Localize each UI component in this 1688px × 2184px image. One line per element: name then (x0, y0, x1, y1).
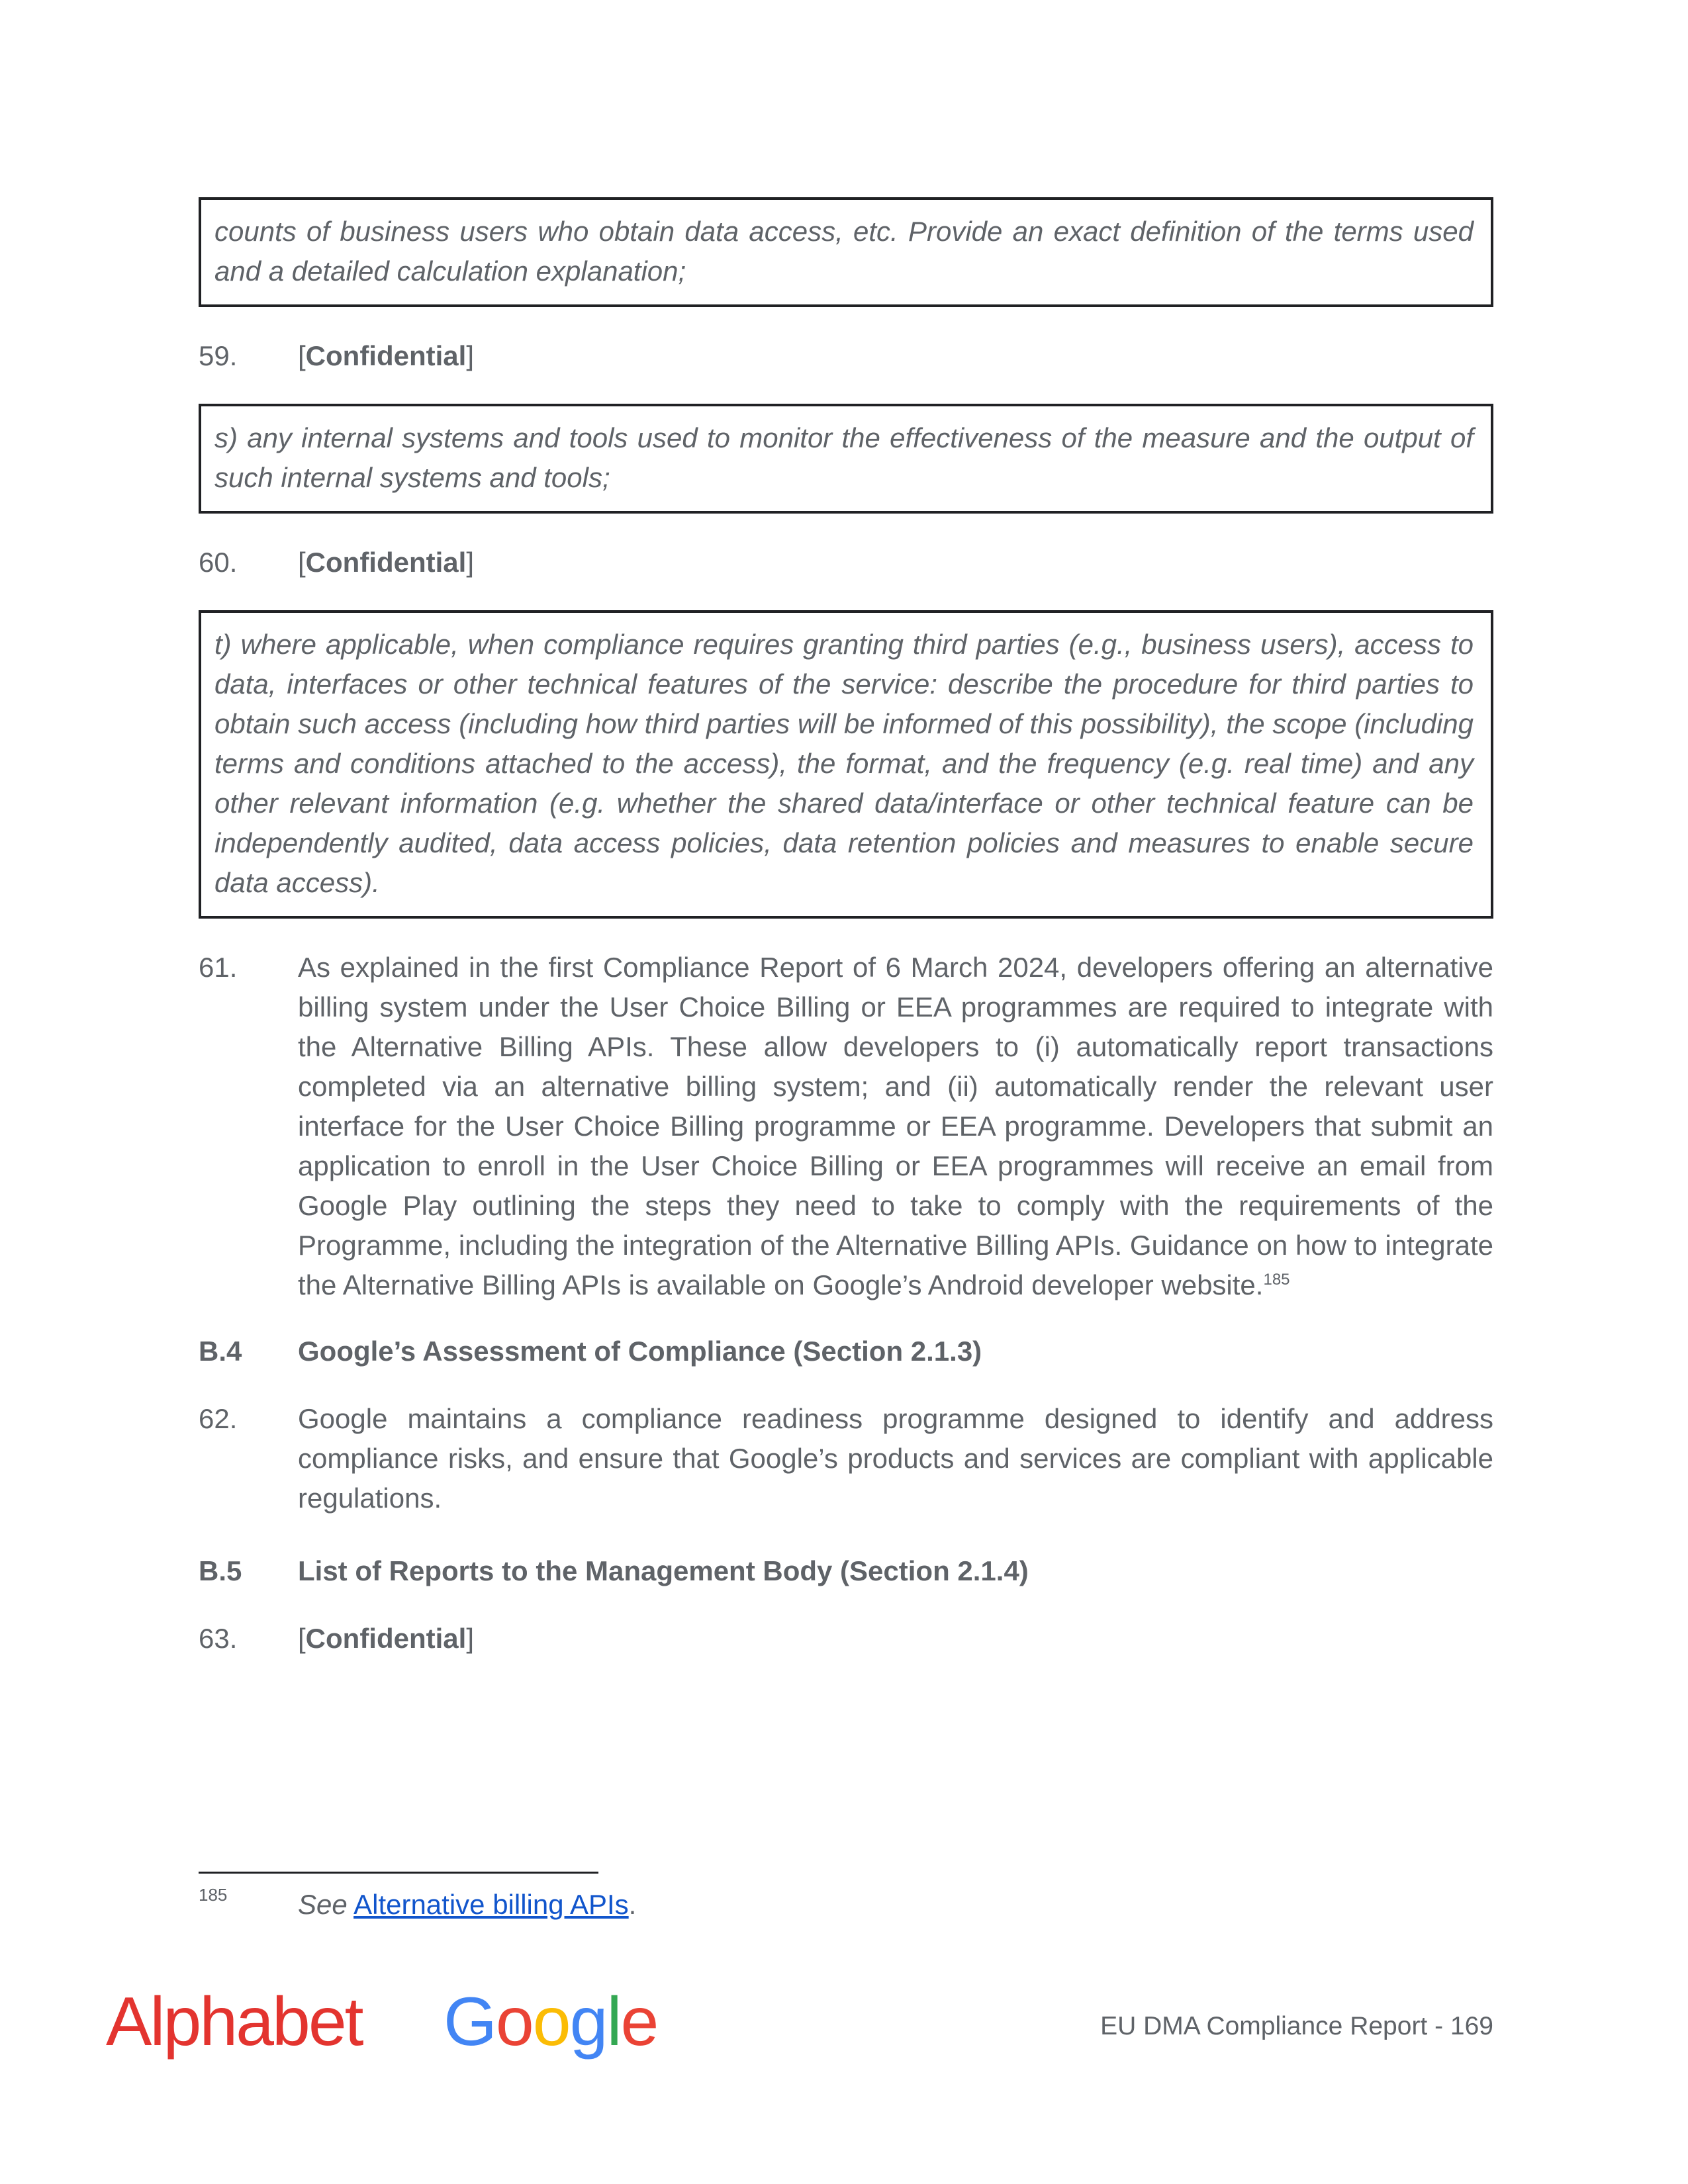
quoted-request-text: s) any internal systems and tools used to monitor the effectiveness of the measure and the output of such internal systems and tools; (214, 422, 1474, 493)
confidential-placeholder: [Confidential] (298, 547, 474, 578)
section-number: B.4 (199, 1336, 242, 1367)
footnote-text: See Alternative billing APIs. (298, 1889, 637, 1920)
footnote-divider (199, 1872, 598, 1874)
google-logo: Google (444, 1983, 658, 2060)
paragraph-number: 62. (199, 1403, 238, 1434)
confidential-placeholder: [Confidential] (298, 1623, 474, 1654)
footnote-number: 185 (199, 1885, 228, 1905)
section-title: List of Reports to the Management Body (Section 2.1.4) (298, 1555, 1029, 1586)
paragraph-number: 59. (199, 340, 238, 371)
section-title: Google’s Assessment of Compliance (Section 2.1.3) (298, 1336, 982, 1367)
paragraph-number: 61. (199, 952, 238, 983)
paragraph-text: As explained in the first Compliance Report of 6 March 2024, developers offering an alternative billing system under the User Choice Billing or EEA programmes are required to integrate with the Alternative Billing APIs. These allow developers to (i) automatically report transactions completed via an alternative billing system; and (ii) automatically render the relevant user interface for the User Choice Billing programme or EEA programme. Developers that submit an application to enroll in the User Choice Billing or EEA programmes will receive an email from Google Play outlining the steps they need to take to comply with the requirements of the Programme, including the integration of the Alternative Billing APIs. Guidance on how to integrate the Alternative Billing APIs is available on Google’s Android developer website.$^{185}$ (298, 952, 1493, 1300)
alphabet-logo: Alphabet (106, 1983, 362, 2060)
paragraph-number: 63. (199, 1623, 238, 1654)
confidential-placeholder: [Confidential] (298, 340, 474, 371)
quoted-request-box (199, 404, 1493, 514)
paragraph-number: 60. (199, 547, 238, 578)
section-number: B.5 (199, 1555, 242, 1586)
alternative-billing-apis-link[interactable]: Alternative billing APIs (353, 1889, 629, 1920)
quoted-request-text: counts of business users who obtain data access, etc. Provide an exact definition of the terms used and a detailed calculation explanation; (214, 216, 1474, 287)
report-title-page-number: EU DMA Compliance Report - 169 (1100, 2012, 1493, 2040)
quoted-request-box (199, 610, 1493, 919)
footnote-ref[interactable]: 185 (1263, 1271, 1290, 1289)
quoted-request-box (199, 197, 1493, 307)
quoted-request-text: t) where applicable, when compliance requires granting third parties (e.g., business users), access to data, interfaces or other technical features of the service: describe the procedure for third parties to obtain such access (including how third parties will be informed of this possibility), the scope (including terms and conditions attached to the access), the format, and the frequency (e.g. real time) and any other relevant information (e.g. whether the shared data/interface or other technical feature can be independently audited, data access policies, data retention policies and measures to enable secure data access). (214, 629, 1474, 898)
paragraph-text: Google maintains a compliance readiness programme designed to identify and address compliance risks, and ensure that Google’s products and services are compliant with applicable regulations. (298, 1403, 1493, 1514)
